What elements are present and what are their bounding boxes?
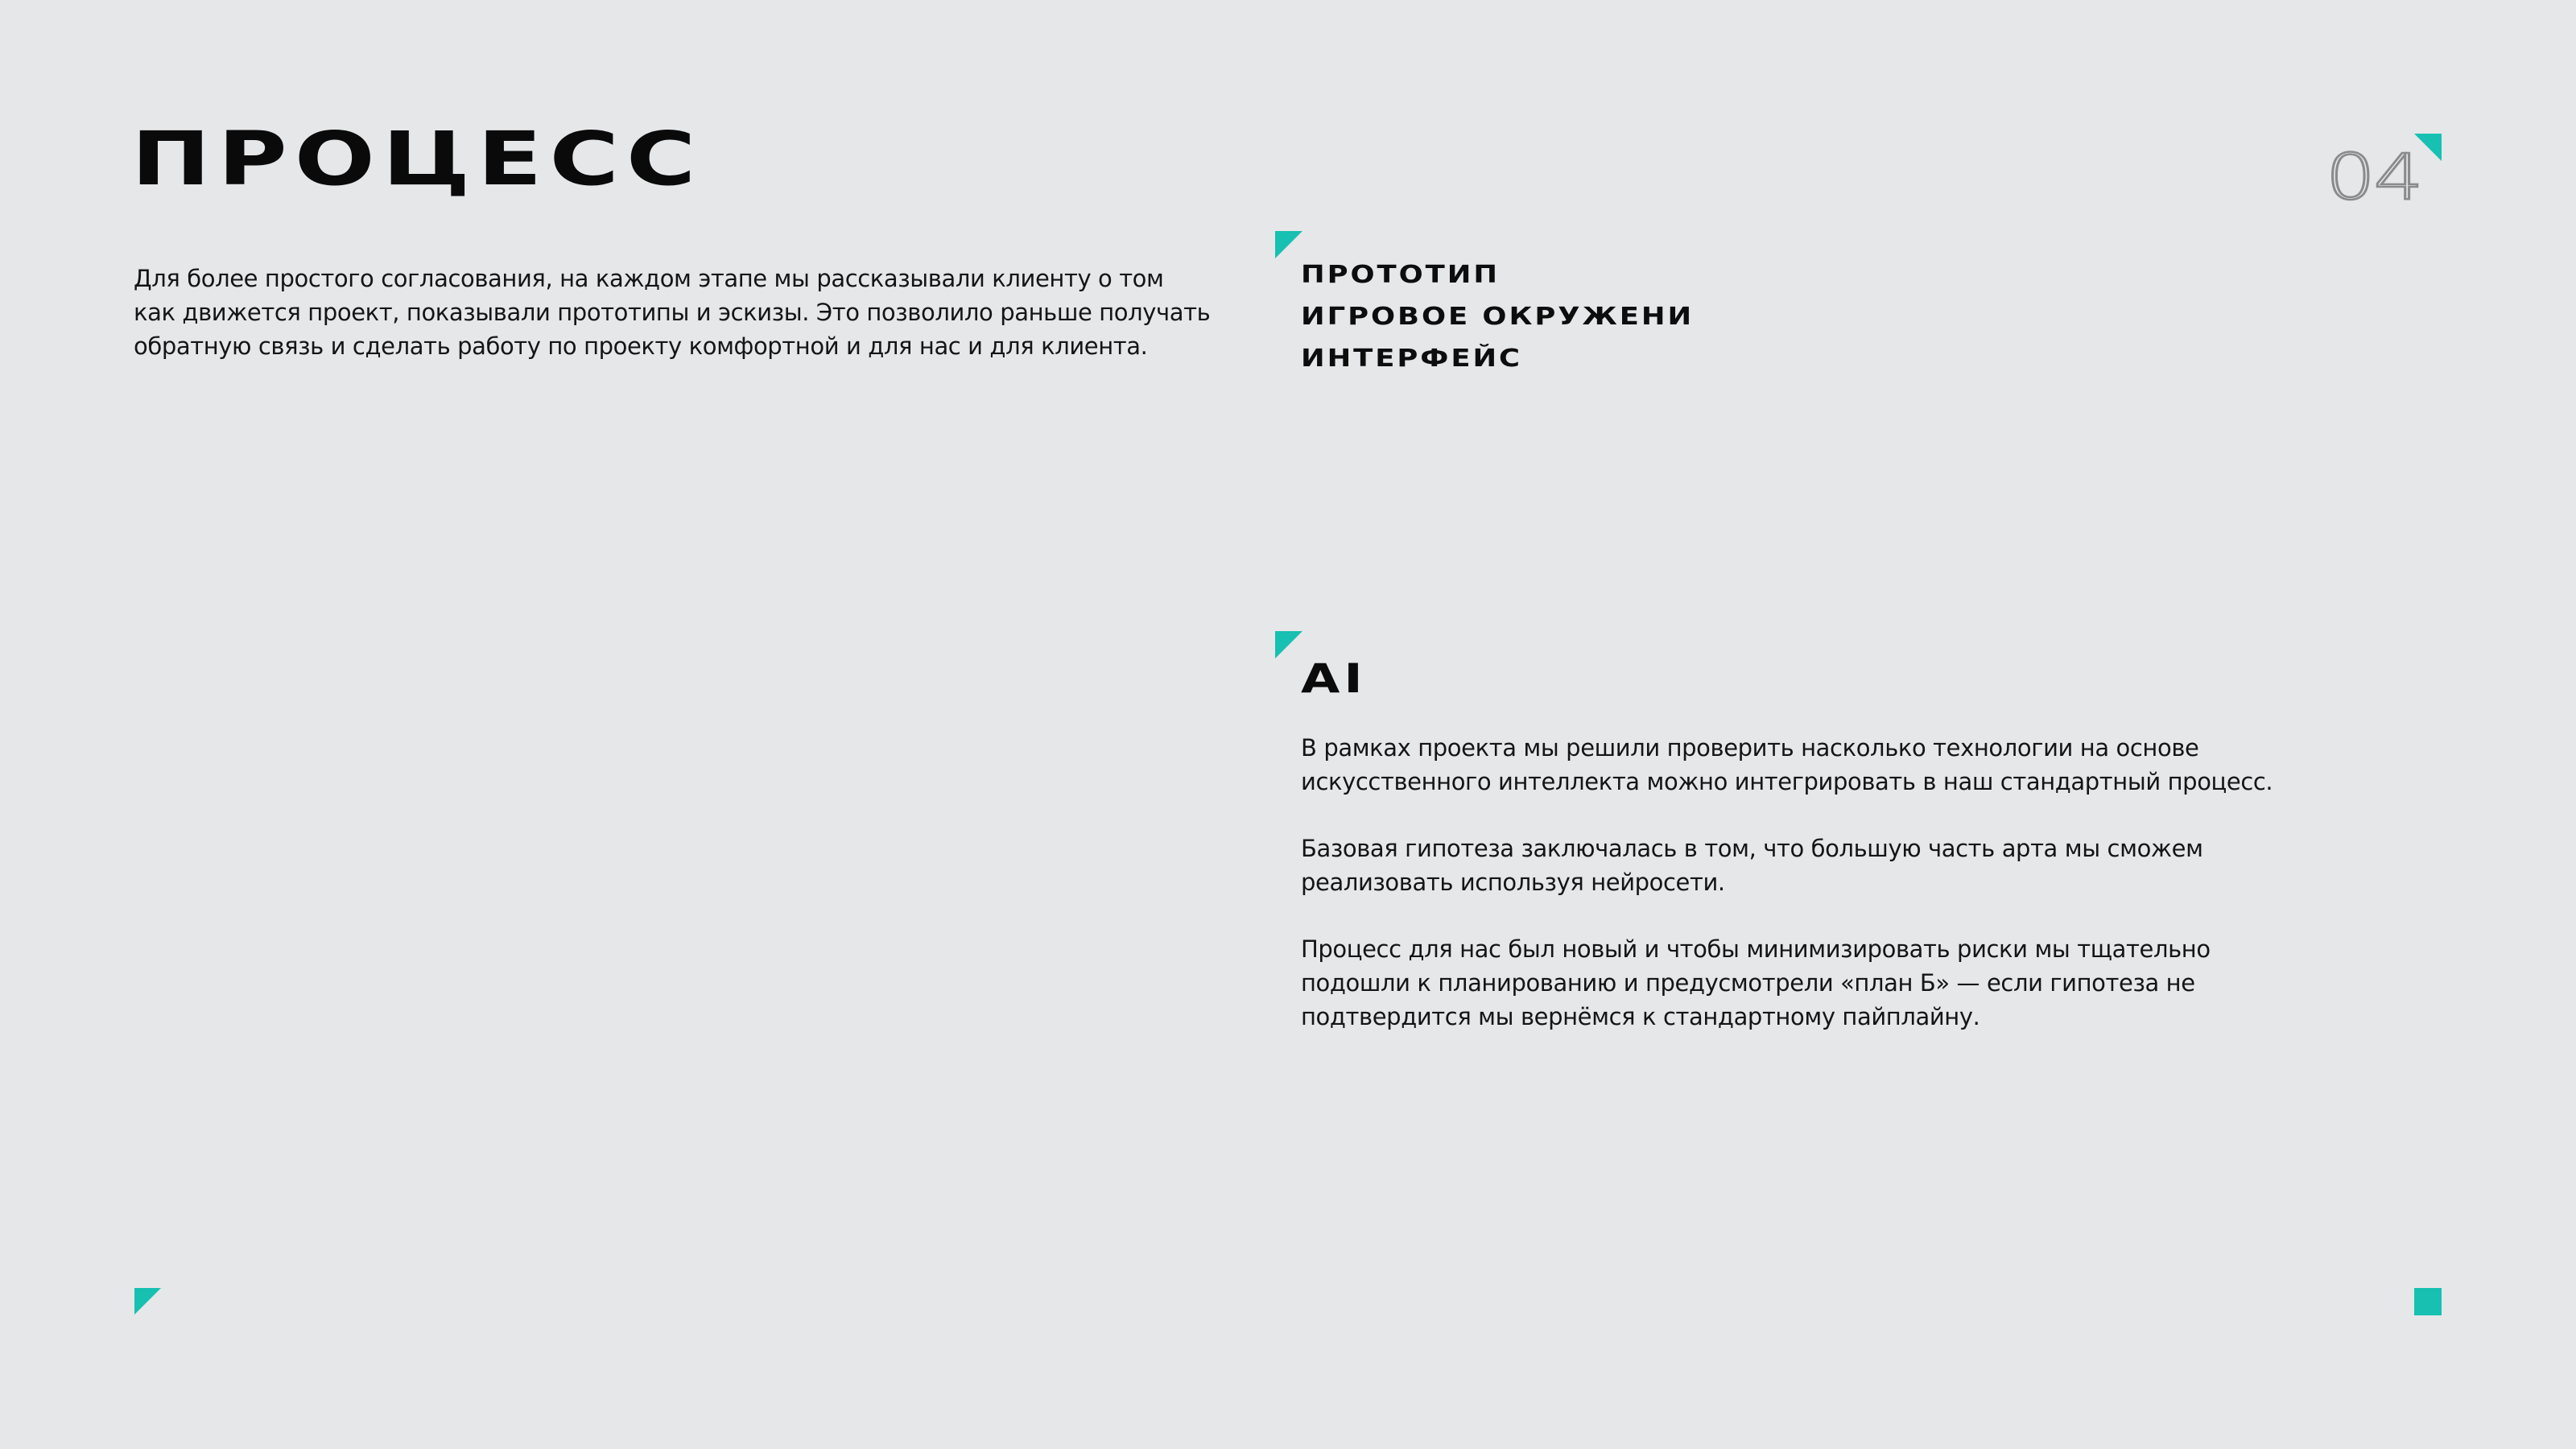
- page-number: 04: [2325, 142, 2421, 214]
- corner-triangle-icon: [1275, 631, 1302, 658]
- ai-paragraph-line: искусственного интеллекта можно интегрировать в наш стандартный процесс.: [1301, 768, 2273, 795]
- stage-item: ИНТЕРФЕЙС: [1301, 345, 1522, 373]
- stage-list: [1301, 254, 1695, 380]
- corner-triangle-icon: [2414, 134, 2442, 161]
- stage-item: ИГРОВОЕ ОКРУЖЕНИ: [1301, 303, 1695, 331]
- stage-item: ПРОТОТИП: [1301, 261, 1500, 289]
- square-icon: [2414, 1288, 2442, 1315]
- ai-paragraph-line: реализовать используя нейросети.: [1301, 869, 1725, 896]
- intro-text: [134, 262, 1211, 363]
- intro-line: обратную связь и сделать работу по проекту комфортной и для нас и для клиента.: [134, 332, 1148, 360]
- ai-paragraph-line: подошли к планированию и предусмотрели «план Б» — если гипотеза не: [1301, 969, 2195, 997]
- corner-triangle-icon: [134, 1288, 161, 1315]
- ai-paragraph-line: В рамках проекта мы решили проверить насколько технологии на основе: [1301, 734, 2199, 762]
- intro-line: Для более простого согласования, на каждом этапе мы рассказывали клиенту о том: [134, 265, 1164, 292]
- corner-triangle-icon: [1275, 231, 1302, 258]
- ai-paragraph: [1301, 832, 2299, 899]
- ai-paragraph: [1301, 731, 2299, 799]
- ai-paragraph-line: Процесс для нас был новый и чтобы минимизировать риски мы тщательно: [1301, 935, 2211, 963]
- page-title: ПРОЦЕСС: [131, 116, 704, 202]
- ai-paragraph-line: Базовая гипотеза заключалась в том, что большую часть арта мы сможем: [1301, 835, 2203, 862]
- ai-body: [1301, 731, 2299, 1067]
- intro-line: как движется проект, показывали прототипы и эскизы. Это позволило раньше получать: [134, 299, 1211, 326]
- ai-heading: AI: [1301, 655, 1367, 702]
- ai-paragraph: [1301, 932, 2299, 1034]
- ai-paragraph-line: подтвердится мы вернёмся к стандартному пайплайну.: [1301, 1003, 1980, 1030]
